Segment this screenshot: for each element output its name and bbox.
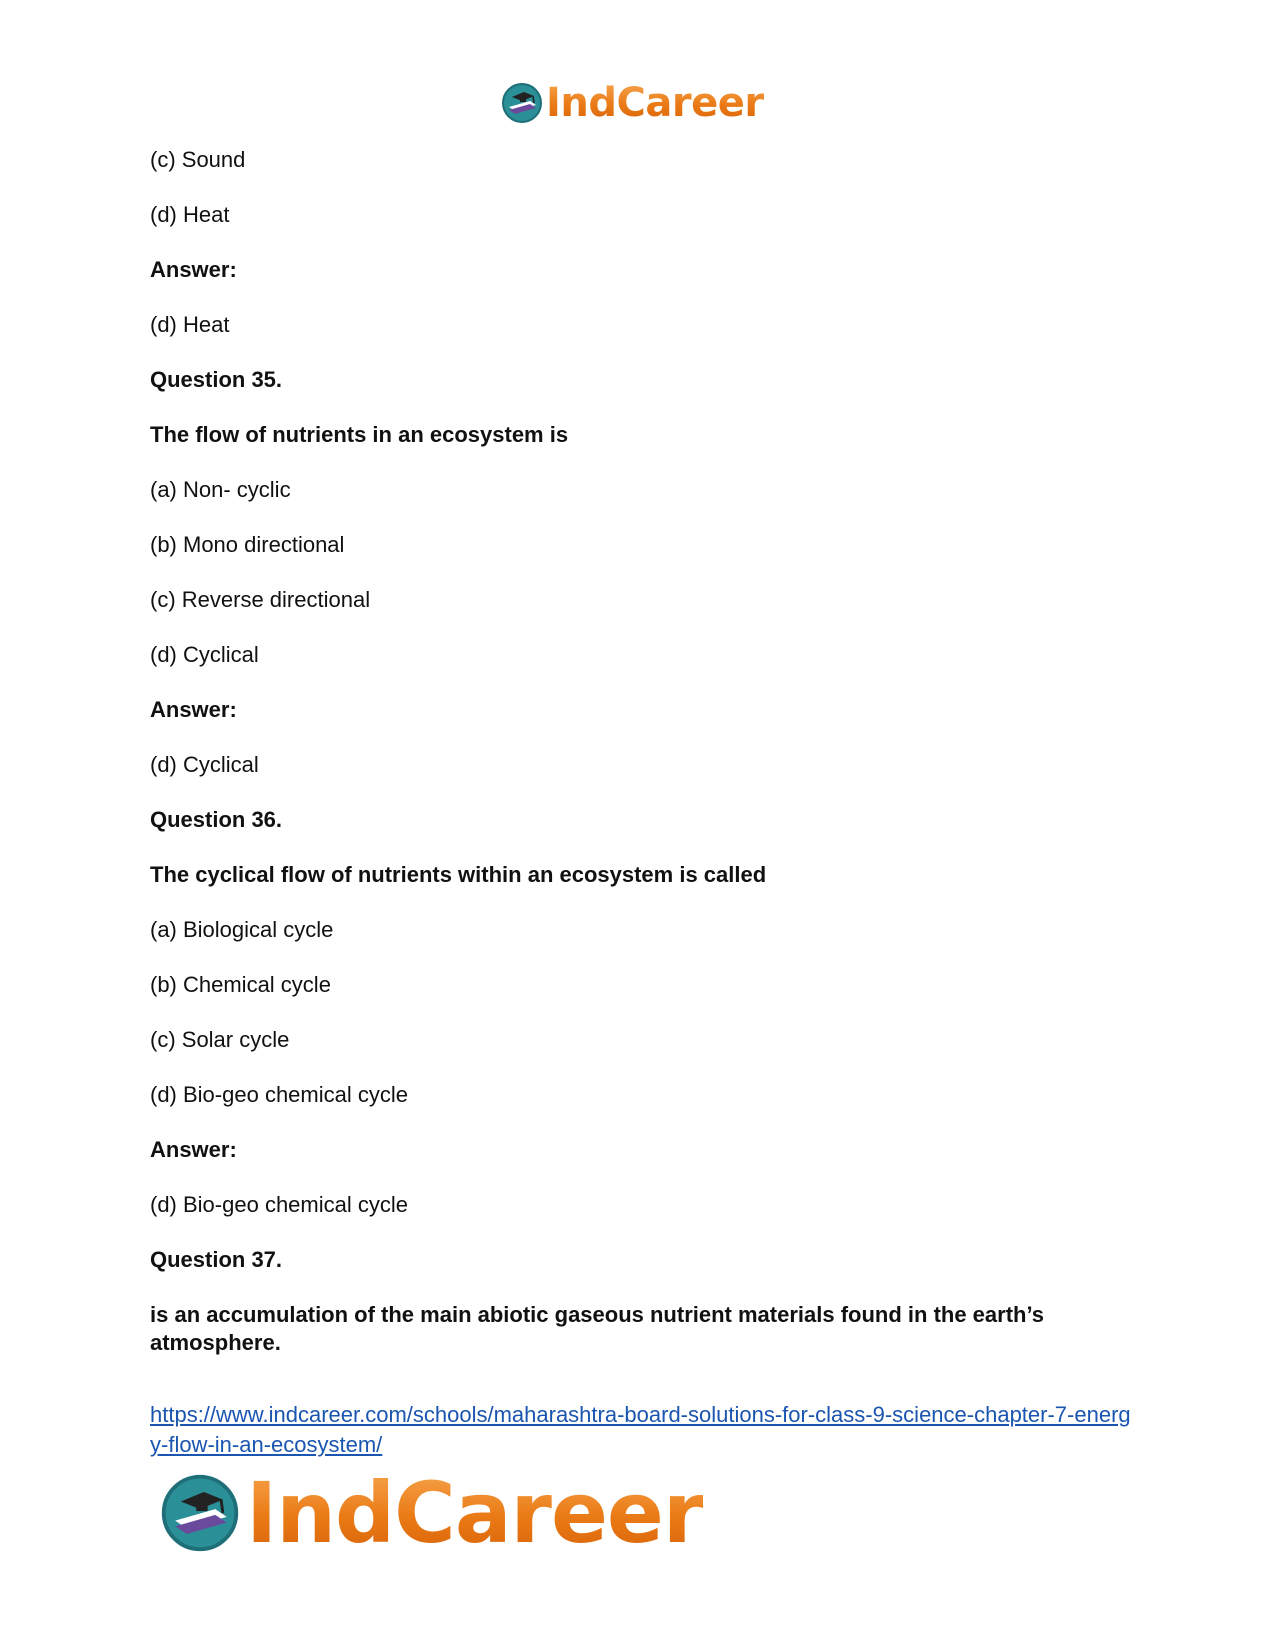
- heading-line: Answer:: [150, 697, 237, 722]
- heading-line: Question 37.: [150, 1247, 283, 1272]
- option-line: (a) Non- cyclic: [150, 477, 291, 502]
- option-line: (d) Cyclical: [150, 752, 259, 777]
- option-line: (c) Sound: [150, 147, 246, 172]
- heading-line: Answer:: [150, 1137, 237, 1162]
- option-line: (c) Solar cycle: [150, 1027, 290, 1052]
- option-line: (d) Bio-geo chemical cycle: [150, 1192, 408, 1217]
- logo-wordmark: IndCareer: [246, 1464, 704, 1562]
- book-globe-icon: [500, 81, 544, 125]
- option-line: (c) Reverse directional: [150, 587, 371, 612]
- option-line: (d) Heat: [150, 312, 230, 337]
- header-logo: [500, 78, 764, 128]
- option-line: (d) Cyclical: [150, 642, 259, 667]
- book-globe-icon: [158, 1471, 242, 1555]
- option-line: (d) Heat: [150, 202, 230, 227]
- footer-logo: [158, 1464, 704, 1562]
- option-line: (b) Chemical cycle: [150, 972, 331, 997]
- option-line: (d) Bio-geo chemical cycle: [150, 1082, 408, 1107]
- source-link[interactable]: https://www.indcareer.com/schools/maharashtra-board-solutions-for-class-9-science-chapter-7-energy-flow-in-an-ecosystem/: [150, 1402, 1131, 1457]
- heading-line: Answer:: [150, 257, 237, 282]
- option-line: (a) Biological cycle: [150, 917, 334, 942]
- heading-line: Question 35.: [150, 367, 283, 392]
- heading-line: The cyclical flow of nutrients within an ecosystem is called: [150, 862, 767, 887]
- option-line: (b) Mono directional: [150, 532, 345, 557]
- heading-line: The flow of nutrients in an ecosystem is: [150, 422, 569, 447]
- heading-line: Question 36.: [150, 807, 283, 832]
- heading-line: is an accumulation of the main abiotic gaseous nutrient materials found in the earth’s atmosphere.: [150, 1302, 1045, 1355]
- logo-wordmark: IndCareer: [546, 80, 764, 126]
- document-body: [150, 146, 1140, 1384]
